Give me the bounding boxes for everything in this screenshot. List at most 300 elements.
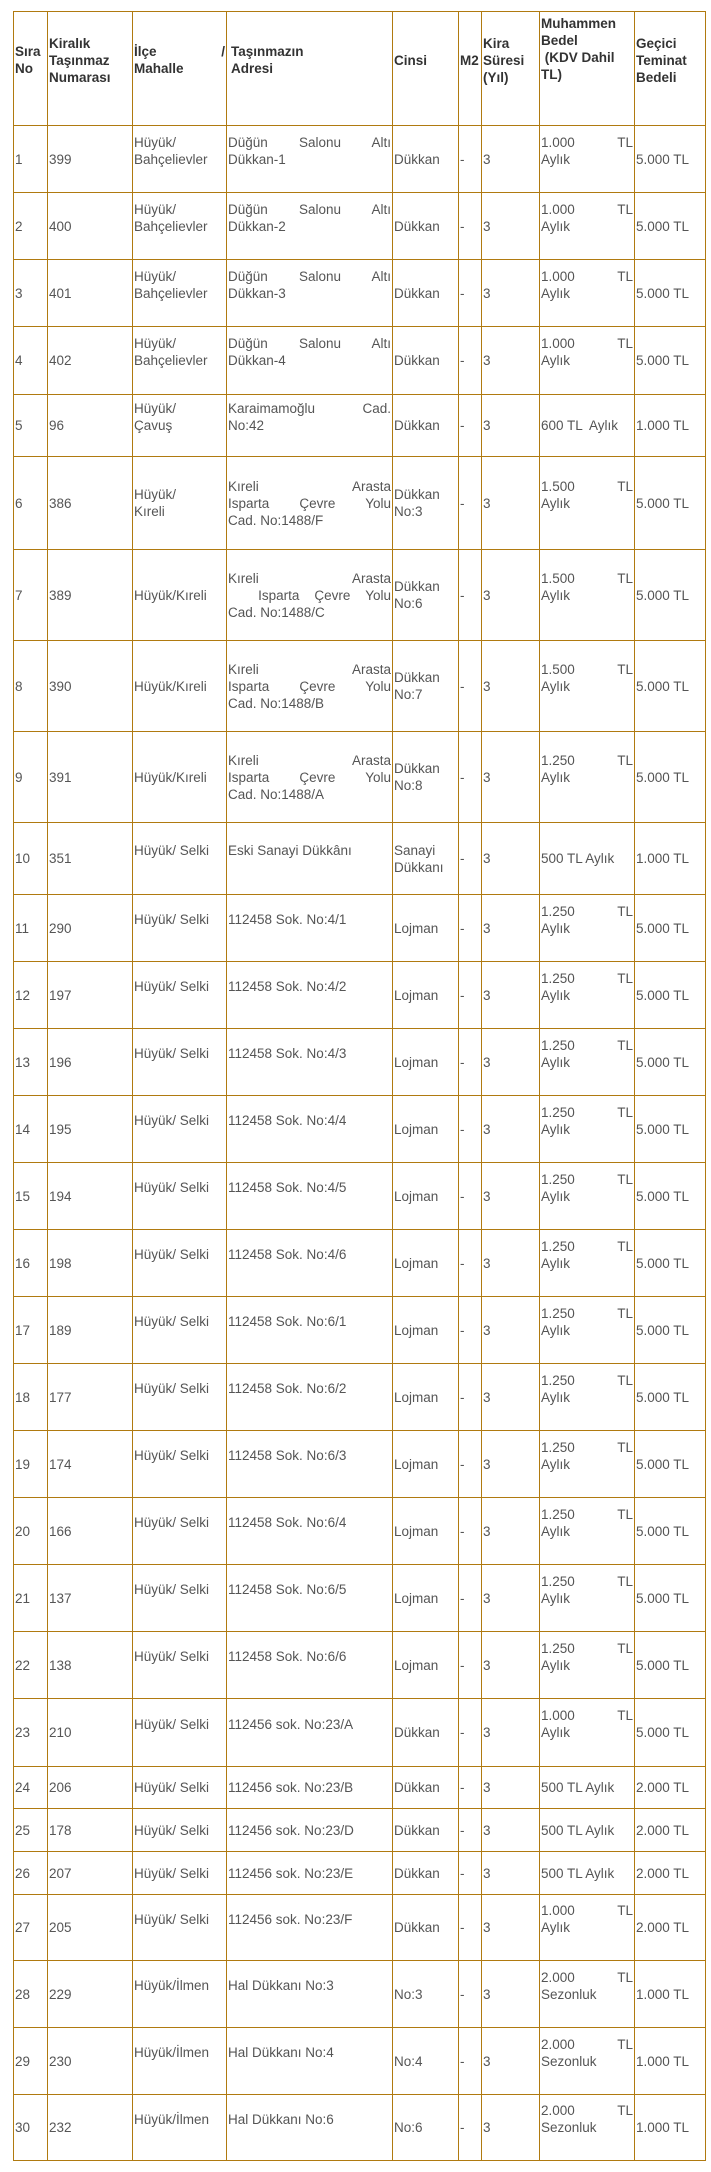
table-row <box>14 1809 706 1852</box>
cell-kiralik-numarasi <box>48 1961 133 2028</box>
cell-cinsi <box>393 641 459 732</box>
table-row <box>14 1699 706 1767</box>
cell-text: - <box>460 1456 465 1472</box>
cell-line: Düğün Salonu Altı <box>228 336 391 351</box>
cell-text: 3 <box>483 353 491 368</box>
table-row <box>14 1029 706 1096</box>
cell-line: 112458 Sok. No:4/2 <box>228 979 347 994</box>
cell-ilce-mahalle <box>133 1096 227 1163</box>
cell-text: 3 <box>483 1725 491 1740</box>
cell-gecici-teminat <box>635 1961 706 2028</box>
cell-tasinmaz-adresi <box>227 260 393 327</box>
cell-kira-suresi <box>482 895 540 962</box>
bedel-currency: TL <box>617 1640 633 1656</box>
cell-line: Eski Sanayi Dükkânı <box>228 842 352 858</box>
bedel-period: Aylık <box>541 987 571 1003</box>
cell-ilce-mahalle <box>133 1431 227 1498</box>
cell-m2 <box>459 641 482 732</box>
cell-cinsi <box>393 457 459 550</box>
cell-text: 5.000 TL <box>636 920 690 936</box>
cell-gecici-teminat <box>635 193 706 260</box>
cell-text: 3 <box>483 1121 491 1137</box>
cell-text: 96 <box>49 418 65 433</box>
bedel-amount: 1.000 <box>541 1903 575 1918</box>
cell-text: - <box>460 1822 465 1838</box>
bedel-amount: 1.000 <box>541 268 575 284</box>
cell-sira-no <box>14 1163 48 1230</box>
bedel-amount: 2.000 <box>541 1969 575 1985</box>
cell-tasinmaz-adresi <box>227 550 393 641</box>
cell-muhammen-bedel <box>540 550 635 641</box>
cell-kiralik-numarasi <box>48 193 133 260</box>
cell-text: 8 <box>15 678 23 694</box>
cell-line: No:6 <box>394 596 423 611</box>
cell-text: 5.000 TL <box>636 151 690 167</box>
cell-text: 210 <box>49 1725 72 1740</box>
cell-line: Isparta Çevre Yolu <box>228 678 391 694</box>
cell-text: 3 <box>483 1456 491 1472</box>
cell-line: Dükkan <box>394 1725 440 1740</box>
bedel-currency: TL <box>617 1708 633 1723</box>
table-row <box>14 2028 706 2095</box>
cell-line: Lojman <box>394 1389 439 1405</box>
bedel-amount: 1.500 <box>541 661 575 677</box>
cell-kira-suresi <box>482 1431 540 1498</box>
cell-sira-no <box>14 1498 48 1565</box>
cell-line: 112456 sok. No:23/B <box>228 1780 354 1795</box>
header-line: Kiralık <box>49 35 91 51</box>
cell-text: 400 <box>49 218 72 234</box>
cell-m2 <box>459 550 482 641</box>
cell-line: Düğün Salonu Altı <box>228 201 391 217</box>
cell-ilce-mahalle <box>133 1961 227 2028</box>
cell-text: 1.000 TL <box>636 2053 690 2069</box>
cell-line: Hüyük/ Selki <box>134 1716 210 1732</box>
bedel-currency: TL <box>617 336 633 351</box>
bedel-period: Aylık <box>541 1389 571 1405</box>
cell-kiralik-numarasi <box>48 823 133 895</box>
cell-line: Bahçelievler <box>134 353 208 368</box>
cell-line: 112458 Sok. No:6/2 <box>228 1381 347 1396</box>
cell-kira-suresi <box>482 1767 540 1809</box>
cell-m2 <box>459 1895 482 1961</box>
cell-line: Kıreli <box>134 504 165 519</box>
cell-text: 5.000 TL <box>636 1322 690 1338</box>
table-row <box>14 1431 706 1498</box>
table-row <box>14 126 706 193</box>
bedel-currency: TL <box>617 570 633 586</box>
table-row <box>14 1961 706 2028</box>
cell-m2 <box>459 1699 482 1767</box>
cell-text: 177 <box>49 1389 72 1405</box>
cell-text: 4 <box>15 353 23 368</box>
cell-sira-no <box>14 550 48 641</box>
cell-gecici-teminat <box>635 732 706 823</box>
cell-text: - <box>460 1121 465 1137</box>
cell-text: 21 <box>15 1590 31 1606</box>
header-gecici-teminat <box>635 12 706 126</box>
cell-line: Hüyük/ <box>134 401 177 416</box>
header-line: Geçici <box>636 35 677 51</box>
cell-ilce-mahalle <box>133 327 227 395</box>
bedel-currency: TL <box>617 2103 633 2118</box>
cell-cinsi <box>393 395 459 457</box>
cell-kiralik-numarasi <box>48 1431 133 1498</box>
cell-text: 5.000 TL <box>636 1523 690 1539</box>
cell-gecici-teminat <box>635 457 706 550</box>
cell-text: 2.000 TL <box>636 1920 690 1935</box>
header-kira-suresi <box>482 12 540 126</box>
cell-cinsi <box>393 1565 459 1632</box>
cell-muhammen-bedel <box>540 1096 635 1163</box>
cell-ilce-mahalle <box>133 193 227 260</box>
cell-text: 27 <box>15 1920 31 1935</box>
cell-sira-no <box>14 732 48 823</box>
cell-text: 25 <box>15 1822 31 1838</box>
cell-m2 <box>459 1767 482 1809</box>
cell-text: - <box>460 678 465 694</box>
header-line: No <box>15 61 33 76</box>
cell-kira-suresi <box>482 327 540 395</box>
cell-text: 196 <box>49 1054 72 1070</box>
bedel-currency: TL <box>617 201 633 217</box>
cell-tasinmaz-adresi <box>227 641 393 732</box>
cell-text: - <box>460 285 465 301</box>
cell-line: Lojman <box>394 1523 439 1539</box>
bedel-currency: TL <box>617 478 633 494</box>
cell-muhammen-bedel <box>540 1163 635 1230</box>
cell-kira-suresi <box>482 1699 540 1767</box>
bedel-period: Aylık <box>541 1456 571 1472</box>
cell-line: Hüyük/ Selki <box>134 1649 210 1664</box>
table-row <box>14 1852 706 1895</box>
cell-line: Hüyük/ <box>134 134 177 150</box>
cell-sira-no <box>14 395 48 457</box>
cell-text: - <box>460 987 465 1003</box>
cell-line: Hüyük/ <box>134 201 177 217</box>
cell-text: 2.000 TL <box>636 1865 690 1881</box>
cell-text: 5.000 TL <box>636 769 690 785</box>
bedel-amount: 1.250 <box>541 1372 575 1388</box>
header-tasinmaz-adresi <box>227 12 393 126</box>
cell-text: 189 <box>49 1322 72 1338</box>
cell-text: 16 <box>15 1255 31 1271</box>
cell-muhammen-bedel <box>540 1498 635 1565</box>
bedel-period: Aylık <box>541 218 571 234</box>
cell-cinsi <box>393 1297 459 1364</box>
cell-sira-no <box>14 2095 48 2161</box>
cell-m2 <box>459 1364 482 1431</box>
cell-muhammen-bedel <box>540 193 635 260</box>
bedel-amount: 1.250 <box>541 1439 575 1455</box>
bedel-period: Aylık <box>541 353 571 368</box>
cell-text: 166 <box>49 1523 72 1539</box>
header-line: Taşınmazın <box>231 44 304 59</box>
cell-gecici-teminat <box>635 1431 706 1498</box>
cell-line: Bahçelievler <box>134 151 208 167</box>
bedel-period: Aylık <box>541 495 571 511</box>
cell-line: Dükkan <box>394 1780 440 1795</box>
cell-m2 <box>459 2095 482 2161</box>
table-row <box>14 550 706 641</box>
bedel-text: 500 TL Aylık <box>541 1865 615 1881</box>
cell-gecici-teminat <box>635 895 706 962</box>
cell-tasinmaz-adresi <box>227 1498 393 1565</box>
cell-ilce-mahalle <box>133 395 227 457</box>
cell-text: 11 <box>15 920 30 936</box>
cell-kiralik-numarasi <box>48 327 133 395</box>
cell-line: Lojman <box>394 1255 439 1271</box>
bedel-currency: TL <box>617 970 633 986</box>
cell-text: 5.000 TL <box>636 1456 690 1472</box>
cell-text: 3 <box>483 495 491 511</box>
cell-text: 3 <box>483 920 491 936</box>
cell-text: - <box>460 587 465 603</box>
cell-m2 <box>459 1297 482 1364</box>
cell-kira-suresi <box>482 260 540 327</box>
bedel-currency: TL <box>617 1969 633 1985</box>
cell-cinsi <box>393 260 459 327</box>
cell-line: No:4 <box>394 2053 423 2069</box>
cell-muhammen-bedel <box>540 2028 635 2095</box>
cell-m2 <box>459 1498 482 1565</box>
cell-line: 112458 Sok. No:6/4 <box>228 1515 347 1530</box>
bedel-currency: TL <box>617 1372 633 1388</box>
cell-text: 13 <box>15 1054 31 1070</box>
header-line: Mahalle <box>134 61 184 76</box>
cell-line: Lojman <box>394 1657 439 1673</box>
cell-line: Hüyük/ Selki <box>134 1780 210 1795</box>
cell-text: - <box>460 2053 465 2069</box>
cell-line: Dükkanı <box>394 859 444 875</box>
cell-tasinmaz-adresi <box>227 1029 393 1096</box>
cell-m2 <box>459 395 482 457</box>
cell-m2 <box>459 126 482 193</box>
cell-line: 112456 sok. No:23/F <box>228 1911 353 1927</box>
cell-ilce-mahalle <box>133 550 227 641</box>
cell-text: 15 <box>15 1188 31 1204</box>
cell-text: 19 <box>15 1456 31 1472</box>
cell-muhammen-bedel <box>540 1565 635 1632</box>
cell-line: Hüyük/Kıreli <box>134 769 207 785</box>
cell-text: 29 <box>15 2053 31 2069</box>
cell-text: 3 <box>483 1590 491 1606</box>
cell-text: - <box>460 1590 465 1606</box>
cell-tasinmaz-adresi <box>227 1230 393 1297</box>
cell-line: 112456 sok. No:23/E <box>228 1865 354 1881</box>
cell-cinsi <box>393 2095 459 2161</box>
cell-gecici-teminat <box>635 823 706 895</box>
cell-sira-no <box>14 457 48 550</box>
cell-kiralik-numarasi <box>48 2095 133 2161</box>
cell-muhammen-bedel <box>540 1364 635 1431</box>
cell-ilce-mahalle <box>133 962 227 1029</box>
cell-text: 232 <box>49 2120 72 2135</box>
cell-line: Lojman <box>394 987 439 1003</box>
cell-line: Bahçelievler <box>134 285 208 301</box>
header-line: / <box>221 44 225 59</box>
cell-gecici-teminat <box>635 2095 706 2161</box>
cell-tasinmaz-adresi <box>227 1895 393 1961</box>
cell-tasinmaz-adresi <box>227 1096 393 1163</box>
cell-kira-suresi <box>482 823 540 895</box>
cell-gecici-teminat <box>635 1230 706 1297</box>
cell-ilce-mahalle <box>133 895 227 962</box>
cell-text: 174 <box>49 1456 72 1472</box>
bedel-amount: 1.000 <box>541 201 575 217</box>
cell-sira-no <box>14 327 48 395</box>
cell-gecici-teminat <box>635 1498 706 1565</box>
header-muhammen-bedel <box>540 12 635 126</box>
cell-line: No:6 <box>394 2120 423 2135</box>
cell-kira-suresi <box>482 457 540 550</box>
cell-line: Lojman <box>394 1590 439 1606</box>
cell-kira-suresi <box>482 1230 540 1297</box>
cell-ilce-mahalle <box>133 1632 227 1699</box>
cell-ilce-mahalle <box>133 1364 227 1431</box>
cell-gecici-teminat <box>635 1767 706 1809</box>
cell-line: Hüyük/ Selki <box>134 979 210 994</box>
cell-text: - <box>460 769 465 785</box>
cell-ilce-mahalle <box>133 260 227 327</box>
cell-ilce-mahalle <box>133 1297 227 1364</box>
bedel-amount: 2.000 <box>541 2036 575 2052</box>
cell-text: 5.000 TL <box>636 1590 690 1606</box>
cell-line: Hüyük/ Selki <box>134 1113 210 1128</box>
cell-line: Isparta Çevre Yolu <box>228 587 391 603</box>
cell-text: 3 <box>15 285 23 301</box>
header-m2 <box>459 12 482 126</box>
cell-line: Hüyük/ Selki <box>134 1515 210 1530</box>
cell-sira-no <box>14 1029 48 1096</box>
cell-muhammen-bedel <box>540 823 635 895</box>
cell-kira-suresi <box>482 2028 540 2095</box>
cell-text: - <box>460 1389 465 1405</box>
cell-m2 <box>459 457 482 550</box>
bedel-period: Aylık <box>541 1725 571 1740</box>
cell-kira-suresi <box>482 732 540 823</box>
bedel-currency: TL <box>617 903 633 919</box>
bedel-currency: TL <box>617 1238 633 1254</box>
cell-tasinmaz-adresi <box>227 823 393 895</box>
cell-text: 207 <box>49 1865 72 1881</box>
cell-line: No:3 <box>394 1986 423 2002</box>
cell-kiralik-numarasi <box>48 457 133 550</box>
cell-line: Hüyük/ Selki <box>134 1046 210 1061</box>
bedel-amount: 1.250 <box>541 903 575 919</box>
cell-gecici-teminat <box>635 1699 706 1767</box>
cell-text: - <box>460 1780 465 1795</box>
table-row <box>14 962 706 1029</box>
cell-text: 3 <box>483 1865 491 1881</box>
cell-m2 <box>459 1565 482 1632</box>
cell-text: 351 <box>49 851 72 866</box>
cell-text: 14 <box>15 1121 31 1137</box>
cell-text: - <box>460 1322 465 1338</box>
cell-line: Hüyük/İlmen <box>134 2111 210 2127</box>
cell-tasinmaz-adresi <box>227 1632 393 1699</box>
cell-cinsi <box>393 1961 459 2028</box>
cell-text: 3 <box>483 1255 491 1271</box>
cell-tasinmaz-adresi <box>227 2095 393 2161</box>
cell-sira-no <box>14 1699 48 1767</box>
cell-gecici-teminat <box>635 1029 706 1096</box>
cell-kiralik-numarasi <box>48 1364 133 1431</box>
cell-text: 3 <box>483 418 491 433</box>
cell-line: Dükkan-4 <box>228 353 286 368</box>
cell-text: 391 <box>49 769 72 785</box>
bedel-text: 600 TL Aylık <box>541 418 619 433</box>
cell-text: 28 <box>15 1986 31 2002</box>
cell-text: - <box>460 851 465 866</box>
cell-text: 390 <box>49 678 72 694</box>
cell-tasinmaz-adresi <box>227 895 393 962</box>
cell-tasinmaz-adresi <box>227 1961 393 2028</box>
cell-m2 <box>459 1809 482 1852</box>
cell-line: Hüyük/ Selki <box>134 1180 210 1195</box>
cell-text: 386 <box>49 495 72 511</box>
cell-kiralik-numarasi <box>48 962 133 1029</box>
table-row <box>14 1632 706 1699</box>
cell-tasinmaz-adresi <box>227 457 393 550</box>
bedel-text: 500 TL Aylık <box>541 851 615 866</box>
cell-text: 402 <box>49 353 72 368</box>
header-line: Numarası <box>49 69 111 85</box>
cell-line: Dükkan <box>394 579 440 594</box>
bedel-currency: TL <box>617 268 633 284</box>
cell-kira-suresi <box>482 1852 540 1895</box>
cell-text: 18 <box>15 1389 31 1405</box>
cell-kira-suresi <box>482 1961 540 2028</box>
cell-line: Hüyük/İlmen <box>134 2045 210 2060</box>
bedel-currency: TL <box>617 1305 633 1321</box>
cell-cinsi <box>393 1809 459 1852</box>
cell-text: 3 <box>483 769 491 785</box>
cell-line: Sanayi <box>394 842 436 858</box>
cell-text: 5.000 TL <box>636 987 690 1003</box>
cell-line: 112458 Sok. No:6/6 <box>228 1649 347 1664</box>
cell-line: 112458 Sok. No:4/5 <box>228 1180 347 1195</box>
cell-text: 205 <box>49 1920 72 1935</box>
cell-kiralik-numarasi <box>48 1767 133 1809</box>
cell-text: - <box>460 1657 465 1673</box>
cell-muhammen-bedel <box>540 395 635 457</box>
bedel-currency: TL <box>617 752 633 768</box>
header-line: Cinsi <box>394 52 428 68</box>
cell-text: 229 <box>49 1986 72 2002</box>
cell-text: 197 <box>49 987 72 1003</box>
cell-line: Hüyük/ Selki <box>134 1314 210 1329</box>
cell-line: Kıreli Arasta <box>228 478 391 494</box>
cell-cinsi <box>393 1096 459 1163</box>
header-line: TL) <box>541 67 562 82</box>
cell-kiralik-numarasi <box>48 1029 133 1096</box>
cell-text: 3 <box>483 1322 491 1338</box>
cell-gecici-teminat <box>635 126 706 193</box>
cell-text: 3 <box>483 587 491 603</box>
table-row <box>14 732 706 823</box>
cell-tasinmaz-adresi <box>227 1364 393 1431</box>
bedel-period: Aylık <box>541 1657 571 1673</box>
cell-text: 7 <box>15 587 23 603</box>
cell-line: Dükkan <box>394 218 440 234</box>
cell-line: Hüyük/Kıreli <box>134 587 207 603</box>
cell-text: 26 <box>15 1865 31 1881</box>
cell-line: Lojman <box>394 1054 439 1070</box>
cell-line: No:42 <box>228 418 265 433</box>
bedel-amount: 1.000 <box>541 134 575 150</box>
cell-text: 6 <box>15 495 23 511</box>
